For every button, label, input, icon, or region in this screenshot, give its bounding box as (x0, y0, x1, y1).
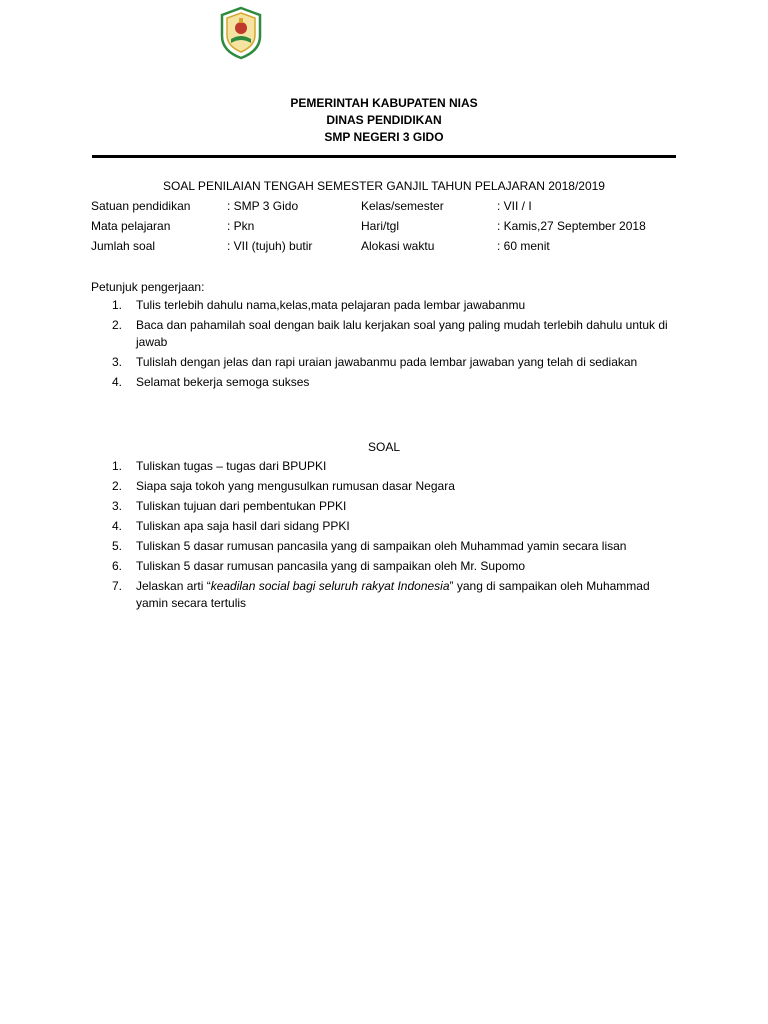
instructions-title: Petunjuk pengerjaan: (91, 280, 205, 294)
info-label: Kelas/semester (361, 199, 444, 213)
item-number: 2. (112, 318, 123, 332)
list-item (112, 317, 682, 351)
item-number: 2. (112, 479, 123, 493)
info-row (91, 218, 691, 238)
exam-title: SOAL PENILAIAN TENGAH SEMESTER GANJIL TAHUN PELAJARAN 2018/2019 (163, 179, 605, 193)
item-number: 4. (112, 375, 123, 389)
item-number: 1. (112, 459, 123, 473)
exam-info-table (91, 198, 691, 258)
question-text-start: Jelaskan arti “ (136, 579, 211, 593)
quoted-phrase: keadilan social bagi seluruh rakyat Indonesia (210, 579, 450, 593)
letterhead-government: PEMERINTAH KABUPATEN NIAS (290, 96, 478, 110)
item-number: 5. (112, 539, 123, 553)
question-text: Tuliskan 5 dasar rumusan pancasila yang di sampaikan oleh Muhammad yamin secara lisan (136, 539, 627, 553)
list-item (112, 354, 682, 371)
regency-emblem-icon (218, 6, 264, 60)
info-row (91, 238, 691, 258)
info-value: : Kamis,27 September 2018 (497, 219, 646, 233)
item-number: 1. (112, 298, 123, 312)
item-number: 7. (112, 579, 123, 593)
item-number: 3. (112, 499, 123, 513)
list-item (112, 374, 682, 391)
letterhead-school: SMP NEGERI 3 GIDO (324, 130, 444, 144)
info-value: : VII / I (497, 199, 532, 213)
question-item (112, 538, 682, 555)
letterhead-divider (92, 155, 676, 158)
question-item (112, 518, 682, 535)
question-text-end: ” yang di sampaikan oleh Muhammad yamin secara tertulis (136, 579, 650, 610)
info-label: Mata pelajaran (91, 219, 171, 233)
question-text: Tuliskan 5 dasar rumusan pancasila yang di sampaikan oleh Mr. Supomo (136, 559, 526, 573)
item-number: 4. (112, 519, 123, 533)
letterhead-department: DINAS PENDIDIKAN (326, 113, 442, 127)
info-value: : SMP 3 Gido (227, 199, 299, 213)
item-number: 3. (112, 355, 123, 369)
list-item (112, 297, 682, 314)
questions-title: SOAL (367, 440, 400, 454)
item-text: Tulislah dengan jelas dan rapi uraian jawabanmu pada lembar jawaban yang telah di sediakan (136, 355, 638, 369)
questions-list (112, 458, 682, 615)
info-row (91, 198, 691, 218)
letterhead (0, 95, 768, 146)
info-label: Satuan pendidikan (91, 199, 191, 213)
item-text: Tulis terlebih dahulu nama,kelas,mata pelajaran pada lembar jawabanmu (136, 298, 526, 312)
question-text: Tuliskan tujuan dari pembentukan PPKI (136, 499, 347, 513)
item-text: Selamat bekerja semoga sukses (136, 375, 310, 389)
question-text: Tuliskan tugas – tugas dari BPUPKI (136, 459, 327, 473)
question-text (136, 579, 650, 610)
question-item (112, 578, 682, 612)
info-label: Jumlah soal (91, 239, 156, 253)
item-text: Baca dan pahamilah soal dengan baik lalu kerjakan soal yang paling mudah terlebih dahulu untuk di jawab (136, 318, 668, 349)
info-value: : 60 menit (497, 239, 550, 253)
info-value: : Pkn (227, 219, 255, 233)
question-item (112, 458, 682, 475)
question-text: Siapa saja tokoh yang mengusulkan rumusan dasar Negara (136, 479, 455, 493)
question-text: Tuliskan apa saja hasil dari sidang PPKI (136, 519, 350, 533)
question-item (112, 558, 682, 575)
item-number: 6. (112, 559, 123, 573)
question-item (112, 478, 682, 495)
info-label: Hari/tgl (361, 219, 400, 233)
instructions-list (112, 297, 682, 394)
info-label: Alokasi waktu (361, 239, 435, 253)
question-item (112, 498, 682, 515)
info-value: : VII (tujuh) butir (227, 239, 313, 253)
